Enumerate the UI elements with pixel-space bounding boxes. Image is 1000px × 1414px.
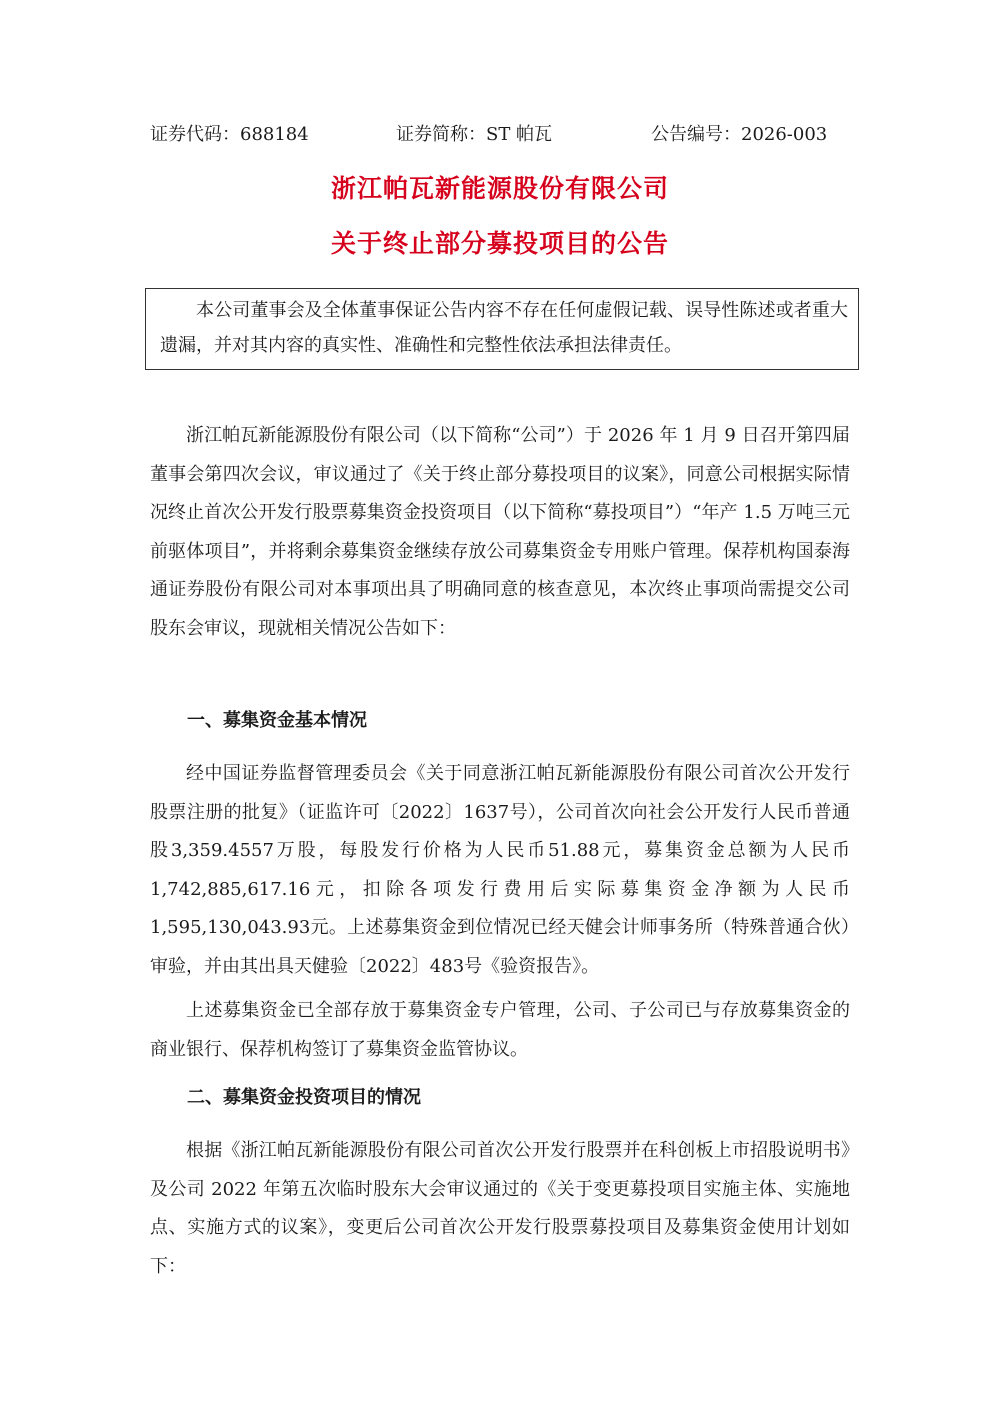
board-guarantee-notice: 本公司董事会及全体董事保证公告内容不存在任何虚假记载、误导性陈述或者重大遗漏，并对其内容的真实性、准确性和完整性依法承担法律责任。 bbox=[145, 288, 859, 370]
section-1-paragraph-1: 经中国证券监督管理委员会《关于同意浙江帕瓦新能源股份有限公司首次公开发行股票注册的批复》（证监许可〔2022〕1637号），公司首次向社会公开发行人民币普通股3,359.4557万股，每股发行价格为人民币51.88元，募集资金总额为人民币1,742,885,617.16元，扣除各项发行费用后实际募集资金净额为人民币1,595,130,043.93元。上述募集资金到位情况已经天健会计师事务所（特殊普通合伙）审验，并由其出具天健验〔2022〕483号《验资报告》。 bbox=[150, 763, 850, 977]
section-1-heading: 一、募集资金基本情况 bbox=[187, 710, 367, 731]
document-header bbox=[150, 121, 870, 149]
intro-paragraph: 浙江帕瓦新能源股份有限公司（以下简称“公司”）于 2026 年 1 月 9 日召开第四届董事会第四次会议，审议通过了《关于终止部分募投项目的议案》，同意公司根据实际情况终止首次公开发行股票募集资金投资项目（以下简称“募投项目”）“年产 1.5 万吨三元前驱体项目”，并将剩余募集资金继续存放公司募集资金专用账户管理。保荐机构国泰海通证券股份有限公司对本事项出具了明确同意的核查意见，本次终止事项尚需提交公司股东会审议，现就相关情况公告如下： bbox=[150, 425, 850, 639]
announcement-subject-title: 关于终止部分募投项目的公告 bbox=[330, 229, 669, 258]
security-abbreviation: 证券简称：ST 帕瓦 bbox=[396, 124, 553, 145]
section-2-heading: 二、募集资金投资项目的情况 bbox=[187, 1087, 421, 1108]
company-name-title: 浙江帕瓦新能源股份有限公司 bbox=[330, 174, 669, 203]
section-2-paragraph-1: 根据《浙江帕瓦新能源股份有限公司首次公开发行股票并在科创板上市招股说明书》及公司 2022 年第五次临时股东大会审议通过的《关于变更募投项目实施主体、实施地点、实施方式的议案》，变更后公司首次公开发行股票募投项目及募集资金使用计划如下： bbox=[150, 1140, 850, 1277]
section-1-paragraph-2: 上述募集资金已全部存放于募集资金专户管理，公司、子公司已与存放募集资金的商业银行、保荐机构签订了募集资金监管协议。 bbox=[150, 1000, 850, 1060]
security-code: 证券代码：688184 bbox=[150, 124, 309, 145]
announcement-number: 公告编号：2026-003 bbox=[651, 124, 828, 145]
